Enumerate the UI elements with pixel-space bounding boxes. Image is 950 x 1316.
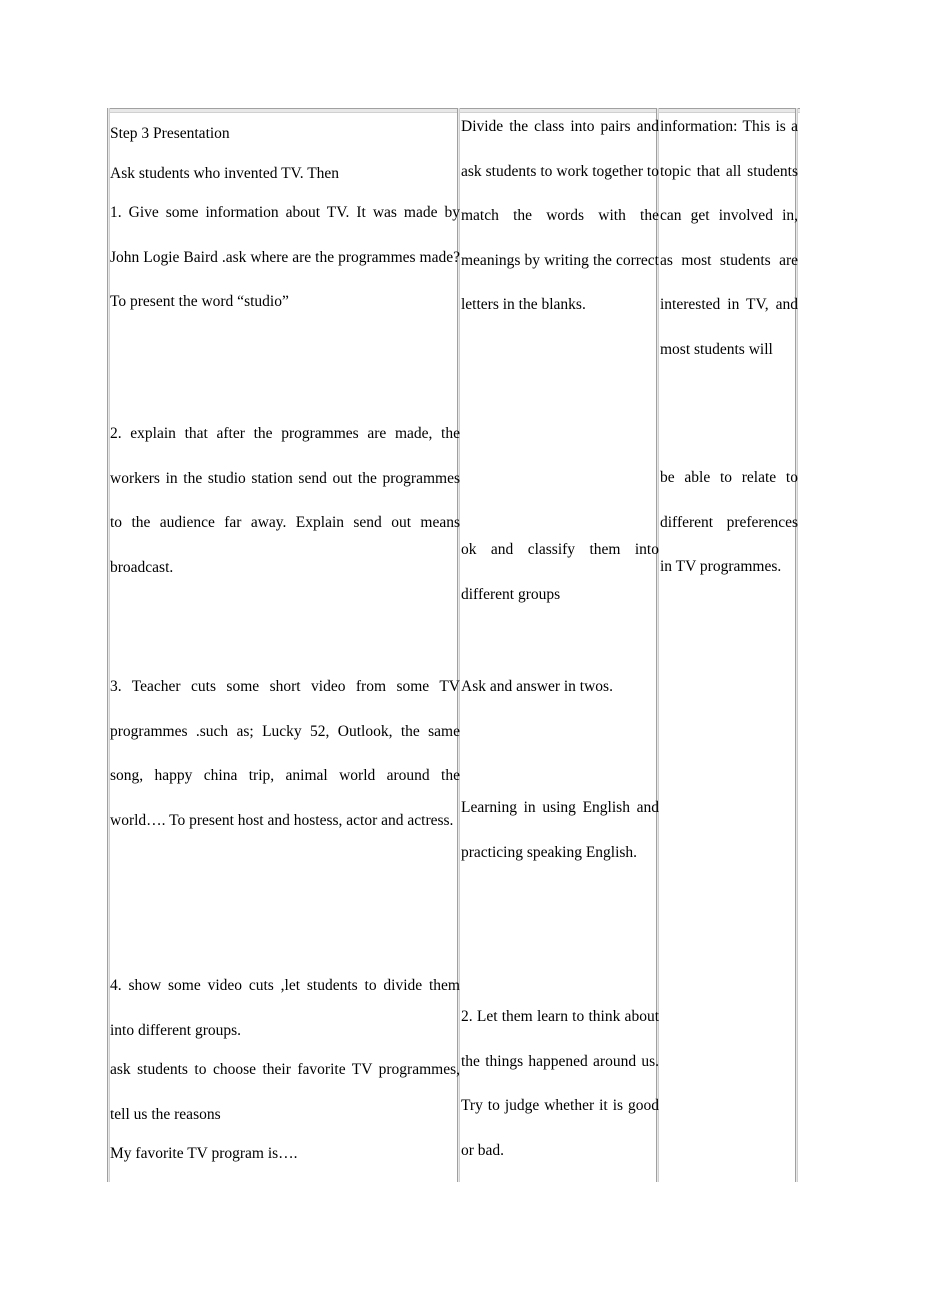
student-para-1: Divide the class into pairs and ask students to work together to match the words with the meanings by writing the correct letters in the blanks. xyxy=(461,118,659,313)
student-para-4: Learning in using English and practicing speaking English. xyxy=(461,799,659,861)
step-title: Step 3 Presentation xyxy=(110,125,230,142)
student-para-3: Ask and answer in twos. xyxy=(461,678,613,695)
student-para-2: ok and classify them into different groups xyxy=(461,541,659,603)
item-1-text: 1. Give some information about TV. It was made by John Logie Baird .ask where are the programmes made? To present the word “studio” xyxy=(110,204,460,310)
item-4-followup: ask students to choose their favorite TV programmes, tell us the reasons xyxy=(110,1061,460,1123)
item-2-text: 2. explain that after the programmes are made, the workers in the studio station send out the programmes to the audience far away. Explain send out means broadcast. xyxy=(110,425,460,576)
item-3-text: 3. Teacher cuts some short video from some TV programmes .such as; Lucky 52, Outlook, the same song, happy china trip, animal world around the world…. To present host and hostess, actor and actress. xyxy=(110,678,460,829)
purpose-para-2: be able to relate to different preferences in TV programmes. xyxy=(660,469,798,575)
student-para-5: 2. Let them learn to think about the things happened around us. Try to judge whether it is good or bad. xyxy=(461,1008,659,1159)
item-4-sentence: My favorite TV program is…. xyxy=(110,1145,298,1162)
intro-text: Ask students who invented TV. Then xyxy=(110,165,340,182)
item-4-text: 4. show some video cuts ,let students to divide them into different groups. xyxy=(110,977,460,1039)
purpose-para-1: information: This is a topic that all students can get involved in, as most students are interested in TV, and most students will xyxy=(660,118,798,358)
